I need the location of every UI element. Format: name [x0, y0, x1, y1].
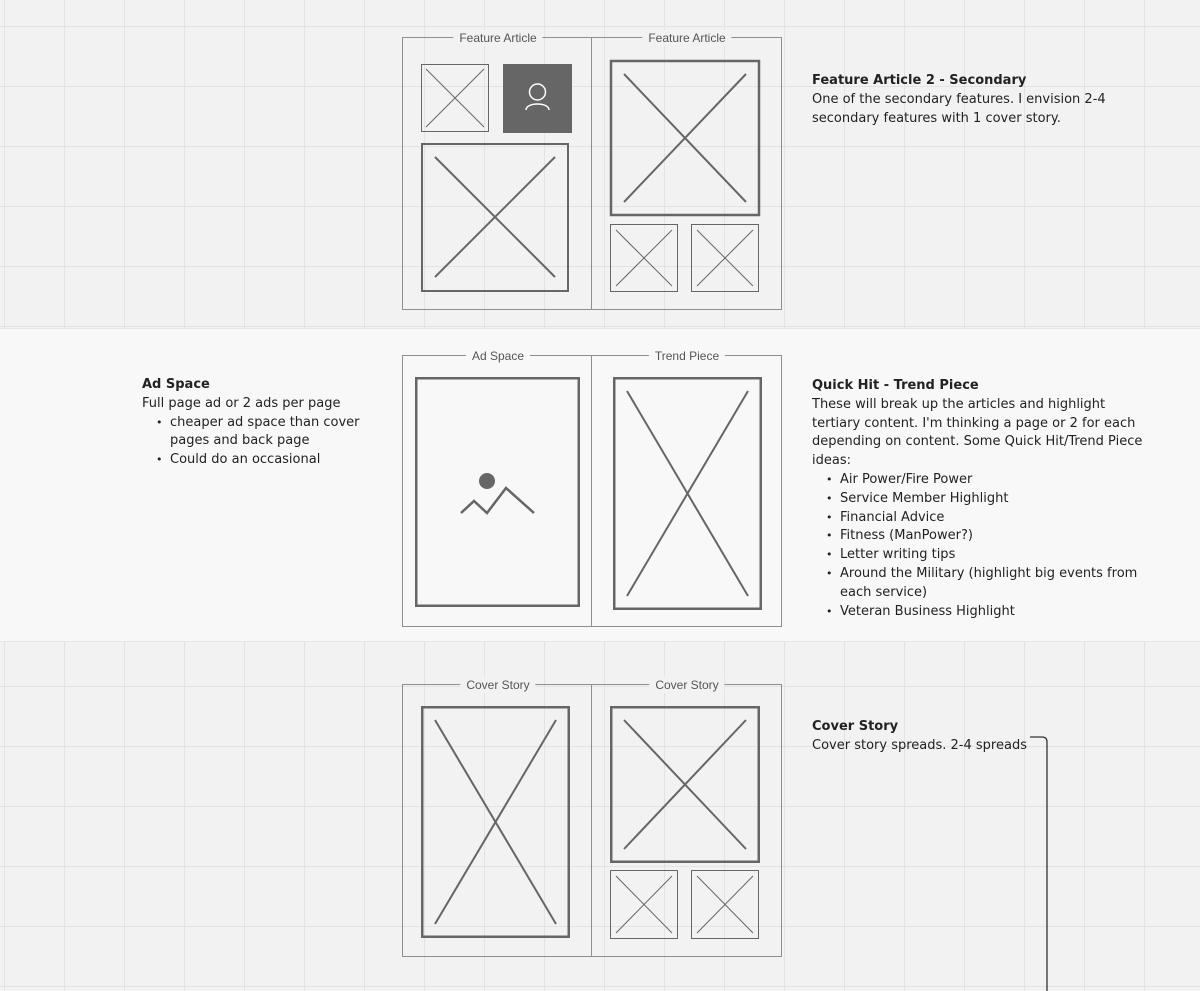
trend-piece-note[interactable]	[812, 377, 1142, 621]
note-title: Cover Story	[812, 719, 899, 734]
note-line: secondary features with 1 cover story.	[812, 110, 1061, 126]
page-label: Feature Article	[453, 30, 542, 46]
note-title: Ad Space	[142, 377, 210, 392]
cover-story-note[interactable]	[812, 718, 1027, 756]
ad-image-placeholder[interactable]	[415, 377, 580, 607]
page-label: Cover Story	[649, 677, 724, 693]
note-bullet: • Could do an occasional	[170, 451, 360, 470]
image-placeholder-small[interactable]	[610, 224, 678, 292]
note-line: ideas:	[812, 453, 851, 469]
page-label: Cover Story	[460, 677, 535, 693]
image-icon	[461, 473, 534, 513]
note-bullet: • Around the Military (highlight big events from	[840, 565, 1142, 584]
note-bullet: • cheaper ad space than cover	[170, 414, 360, 433]
note-bullet-list	[812, 471, 1142, 621]
note-bullet-list	[142, 414, 360, 470]
page-label: Feature Article	[642, 30, 731, 46]
image-placeholder-small[interactable]	[610, 870, 678, 939]
image-placeholder-small[interactable]	[691, 224, 759, 292]
note-bullet: • Financial Advice	[840, 509, 1142, 528]
note-title: Quick Hit - Trend Piece	[812, 378, 979, 393]
feature-article-note[interactable]	[812, 72, 1106, 128]
note-line: These will break up the articles and highlight	[812, 396, 1106, 412]
note-bullet: • Air Power/Fire Power	[840, 471, 1142, 490]
image-placeholder-large[interactable]	[610, 706, 760, 863]
page-label: Ad Space	[466, 348, 530, 364]
note-title: Feature Article 2 - Secondary	[812, 73, 1027, 88]
note-line: depending on content. Some Quick Hit/Trend Piece	[812, 434, 1143, 450]
note-line: Full page ad or 2 ads per page	[142, 395, 341, 411]
note-bullet: • Service Member Highlight	[840, 490, 1142, 509]
image-placeholder-large[interactable]	[613, 377, 762, 610]
image-placeholder-large[interactable]	[610, 60, 760, 216]
connector-line[interactable]	[1028, 735, 1052, 991]
avatar-placeholder[interactable]	[503, 64, 572, 133]
image-placeholder-small[interactable]	[691, 870, 759, 939]
note-bullet: • Fitness (ManPower?)	[840, 527, 1142, 546]
note-bullet: • Veteran Business Highlight	[840, 603, 1142, 622]
note-bullet-continuation: each service)	[840, 584, 928, 600]
ad-space-note[interactable]	[142, 376, 360, 470]
note-line: Cover story spreads. 2-4 spreads	[812, 737, 1027, 753]
note-bullet-continuation: pages and back page	[170, 433, 310, 449]
image-placeholder-large[interactable]	[421, 706, 570, 938]
page-label: Trend Piece	[649, 348, 725, 364]
note-bullet: • Letter writing tips	[840, 546, 1142, 565]
image-placeholder-small[interactable]	[421, 64, 489, 132]
note-line: One of the secondary features. I envision 2-4	[812, 91, 1106, 107]
image-placeholder-large[interactable]	[421, 143, 569, 292]
note-line: tertiary content. I'm thinking a page or 2 for each	[812, 415, 1136, 431]
